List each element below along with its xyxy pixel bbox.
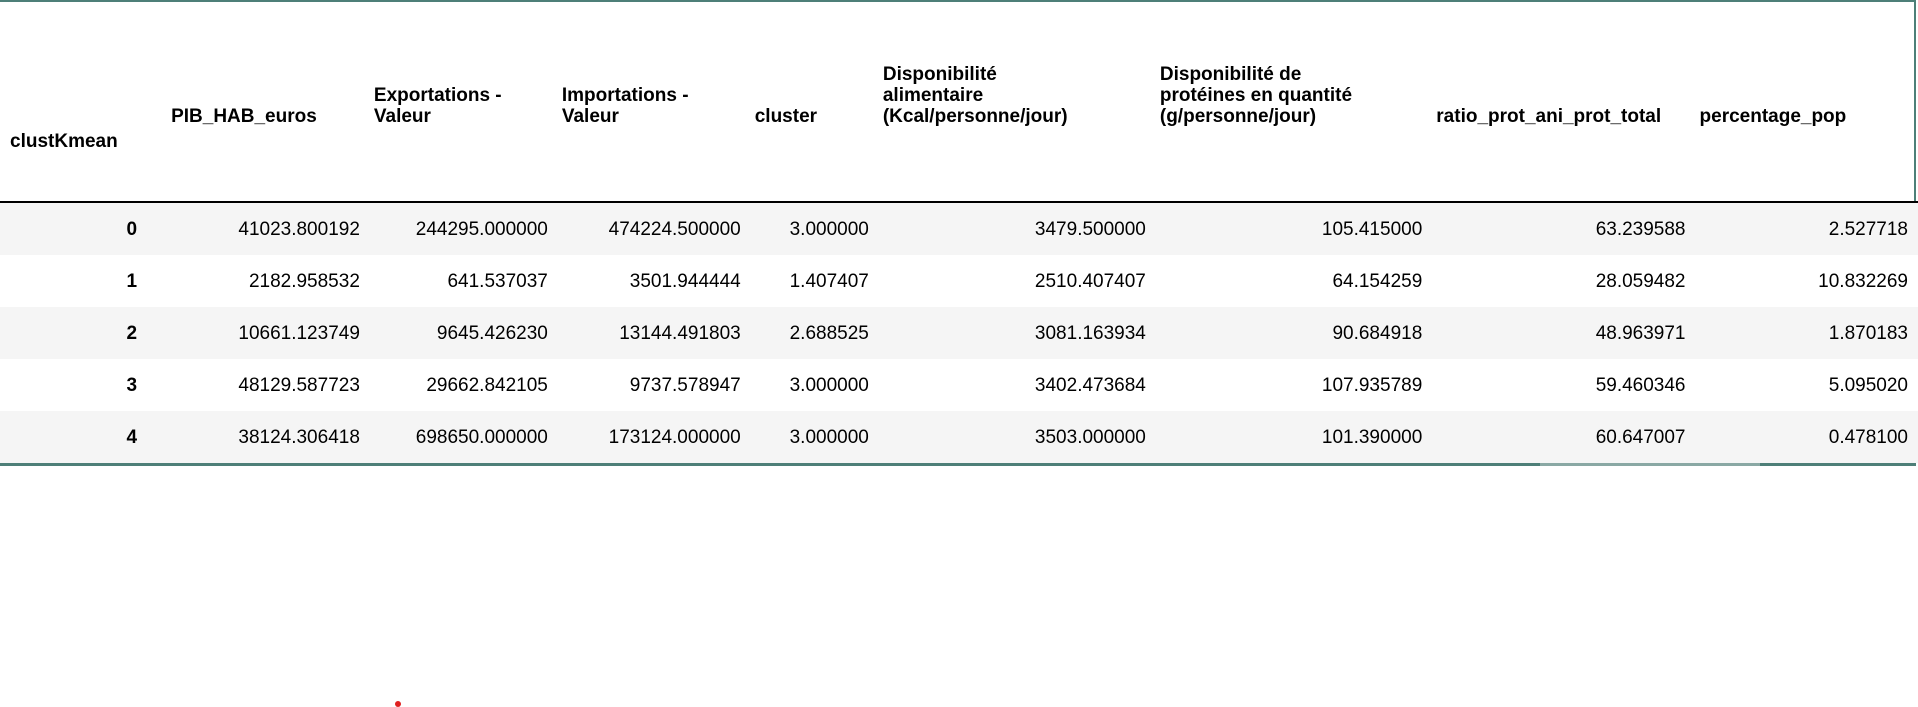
table-cell: 1.870183 — [1696, 307, 1918, 359]
column-header-line: alimentaire — [882, 85, 984, 106]
table-cell: 3501.944444 — [558, 255, 751, 307]
table-cell: 107.935789 — [1156, 359, 1432, 411]
table-cell: 2182.958532 — [159, 255, 370, 307]
table-cell: 173124.000000 — [558, 411, 751, 463]
row-index: 0 — [0, 202, 159, 255]
column-header-line: PIB_HAB_euros — [171, 106, 317, 127]
table-row — [0, 202, 1918, 255]
column-header-line: Disponibilité de — [1159, 64, 1302, 85]
column-header — [879, 45, 1156, 131]
column-header-line: Valeur — [373, 106, 431, 127]
table-cell: 2510.407407 — [879, 255, 1156, 307]
table-cell: 10.832269 — [1696, 255, 1918, 307]
table-cell: 641.537037 — [370, 255, 558, 307]
table-cell: 1.407407 — [751, 255, 879, 307]
index-name: clustKmean — [10, 131, 118, 152]
table-row — [0, 255, 1918, 307]
table-cell: 244295.000000 — [370, 202, 558, 255]
table-cell: 474224.500000 — [558, 202, 751, 255]
table-cell: 9737.578947 — [558, 359, 751, 411]
column-header-line: Exportations - — [373, 85, 502, 106]
table-cell: 3.000000 — [751, 359, 879, 411]
column-header — [1432, 45, 1695, 131]
table-cell: 48.963971 — [1432, 307, 1695, 359]
column-header-line: ratio_prot_ani_prot_total — [1436, 106, 1662, 127]
column-header-row — [0, 45, 1918, 131]
dataframe-table — [0, 45, 1918, 463]
table-row — [0, 307, 1918, 359]
table-cell: 90.684918 — [1156, 307, 1432, 359]
table-cell: 698650.000000 — [370, 411, 558, 463]
index-name-row — [0, 131, 1918, 202]
column-header-line: Valeur — [561, 106, 619, 127]
column-header-line: percentage_pop — [1699, 106, 1847, 127]
table-cell: 5.095020 — [1696, 359, 1918, 411]
table-cell: 105.415000 — [1156, 202, 1432, 255]
table-cell: 48129.587723 — [159, 359, 370, 411]
row-index: 1 — [0, 255, 159, 307]
table-cell: 59.460346 — [1432, 359, 1695, 411]
column-header — [1156, 45, 1432, 131]
table-cell: 3503.000000 — [879, 411, 1156, 463]
table-cell: 2.688525 — [751, 307, 879, 359]
table-cell: 64.154259 — [1156, 255, 1432, 307]
table-cell: 3.000000 — [751, 202, 879, 255]
table-row — [0, 411, 1918, 463]
column-header-line: cluster — [754, 106, 818, 127]
table-cell: 38124.306418 — [159, 411, 370, 463]
index-header-blank — [0, 45, 159, 131]
table-cell: 3479.500000 — [879, 202, 1156, 255]
table-cell: 63.239588 — [1432, 202, 1695, 255]
column-header-line: Disponibilité — [882, 64, 997, 85]
table-cell: 3081.163934 — [879, 307, 1156, 359]
row-index: 3 — [0, 359, 159, 411]
table-cell: 41023.800192 — [159, 202, 370, 255]
table-cell: 10661.123749 — [159, 307, 370, 359]
table-cell: 0.478100 — [1696, 411, 1918, 463]
table-cell: 29662.842105 — [370, 359, 558, 411]
table-cell: 101.390000 — [1156, 411, 1432, 463]
column-header — [1696, 45, 1918, 131]
table-cell: 2.527718 — [1696, 202, 1918, 255]
table-row — [0, 359, 1918, 411]
table-cell: 60.647007 — [1432, 411, 1695, 463]
table-cell: 13144.491803 — [558, 307, 751, 359]
column-header-line: (g/personne/jour) — [1159, 106, 1317, 127]
column-header — [558, 45, 751, 131]
table-cell: 28.059482 — [1432, 255, 1695, 307]
red-dot-marker — [395, 701, 401, 707]
column-header — [370, 45, 558, 131]
column-header — [159, 45, 370, 131]
table-cell: 3.000000 — [751, 411, 879, 463]
column-header-line: protéines en quantité — [1159, 85, 1353, 106]
row-index: 4 — [0, 411, 159, 463]
column-header-line: (Kcal/personne/jour) — [882, 106, 1068, 127]
table-cell: 9645.426230 — [370, 307, 558, 359]
column-header — [751, 45, 879, 131]
column-header-line: Importations - — [561, 85, 689, 106]
row-index: 2 — [0, 307, 159, 359]
table-cell: 3402.473684 — [879, 359, 1156, 411]
